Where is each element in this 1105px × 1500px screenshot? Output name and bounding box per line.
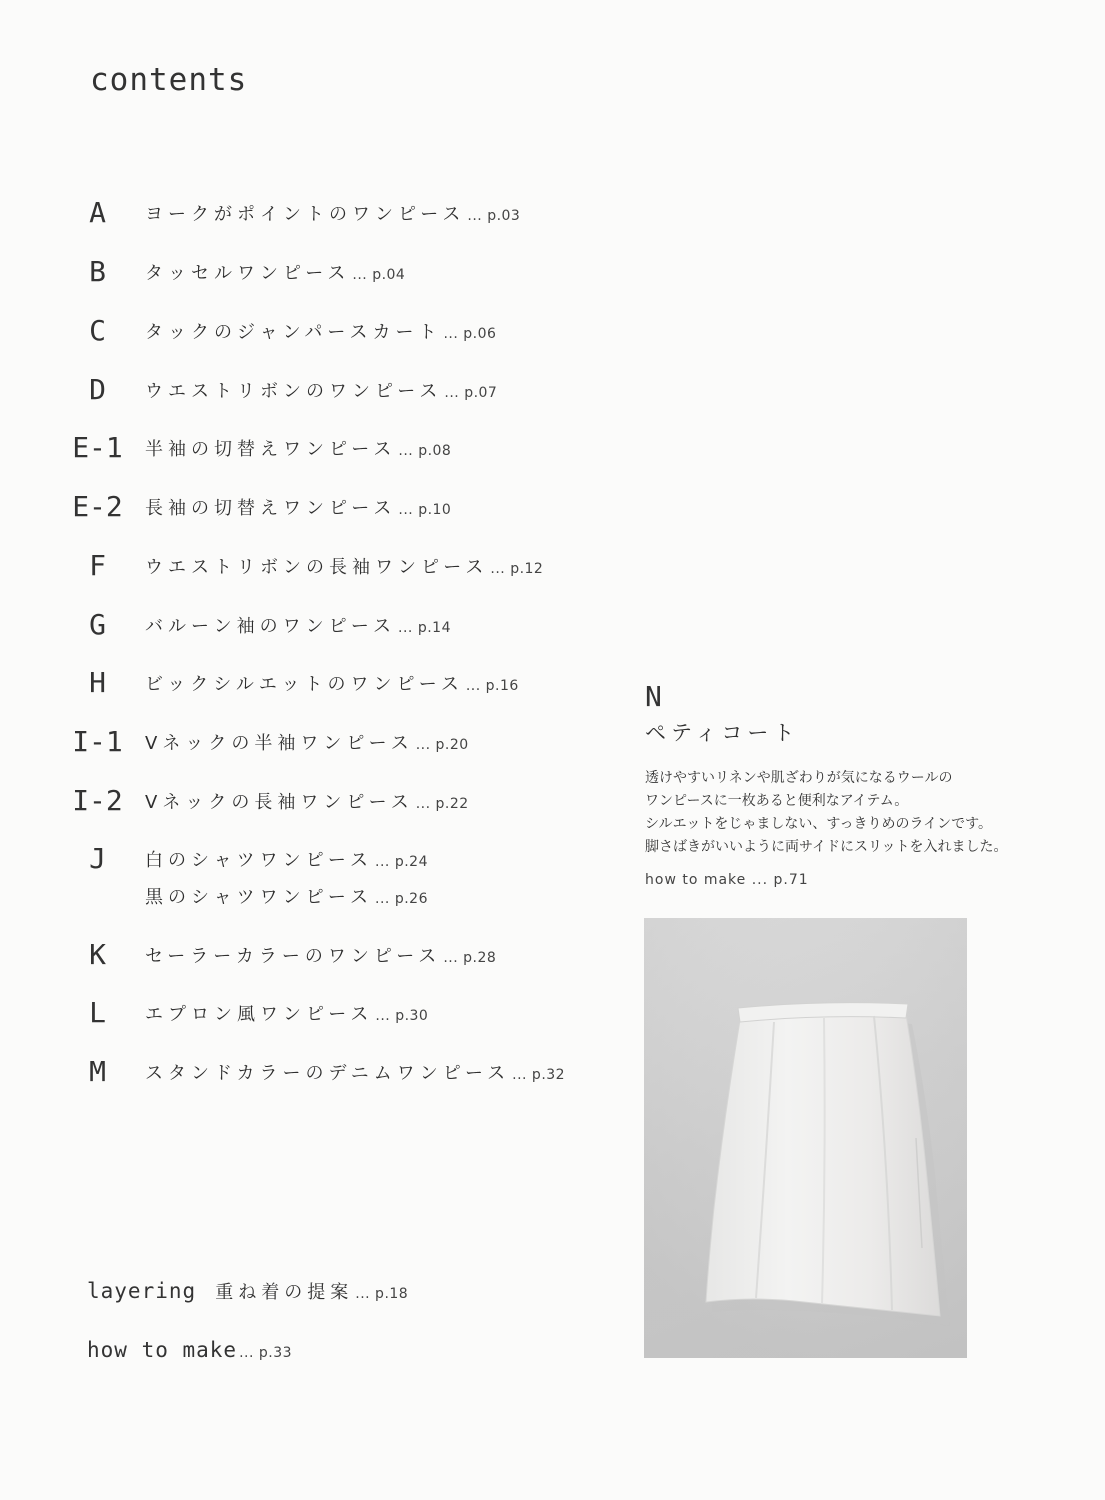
featured-title: ペティコート xyxy=(645,721,800,745)
toc-page: ... p.32 xyxy=(512,1067,566,1083)
toc-page: ... p.30 xyxy=(375,1008,429,1024)
toc-title: エプロン風ワンピース xyxy=(145,1004,374,1025)
toc-letter: I-2 xyxy=(72,784,123,817)
toc-page: ... p.22 xyxy=(415,796,469,812)
description-line: 透けやすいリネンや肌ざわりが気になるウールの xyxy=(645,770,953,786)
toc-letter: B xyxy=(89,255,106,288)
toc-letter: A xyxy=(89,196,106,229)
toc-page: ... p.08 xyxy=(398,443,452,459)
toc-title: 半袖の切替えワンピース xyxy=(145,439,397,460)
layering-label: layering xyxy=(87,1279,197,1303)
toc-letter: I-1 xyxy=(72,725,123,758)
toc-page: ... p.03 xyxy=(467,208,521,224)
toc-title: バルーン袖のワンピース xyxy=(145,616,397,637)
toc-title: Vネックの半袖ワンピース xyxy=(145,733,414,754)
toc-letter: E-1 xyxy=(72,431,123,464)
toc-page: ... p.28 xyxy=(443,950,497,966)
toc-letter: D xyxy=(89,373,106,406)
featured-item xyxy=(645,680,799,747)
petticoat-illustration xyxy=(644,918,967,1358)
toc-letter: E-2 xyxy=(72,490,123,523)
toc-letter: C xyxy=(89,314,106,347)
toc-page: ... p.16 xyxy=(465,678,519,694)
how-to-make-label: how to make xyxy=(87,1338,238,1362)
toc-letter: G xyxy=(89,608,106,641)
toc-title-secondary: 黒のシャツワンピース xyxy=(145,887,374,908)
description-line: 脚さばきがいいように両サイドにスリットを入れました。 xyxy=(645,839,1008,855)
toc-title: 白のシャツワンピース xyxy=(145,850,374,871)
toc-page: ... p.04 xyxy=(352,267,406,283)
petticoat-photo xyxy=(644,918,967,1358)
description-line: ワンピースに一枚あると便利なアイテム。 xyxy=(645,793,909,809)
toc-letter: J xyxy=(89,842,106,875)
toc-title: ビックシルエットのワンピース xyxy=(145,674,464,695)
featured-description xyxy=(645,767,1065,859)
toc-title: ヨークがポイントのワンピース xyxy=(145,204,466,225)
toc-title: 長袖の切替えワンピース xyxy=(145,498,397,519)
toc-letter: L xyxy=(89,996,106,1029)
toc-page: ... p.24 xyxy=(375,854,428,870)
toc-page: ... p.07 xyxy=(444,385,498,401)
toc-page: ... p.12 xyxy=(490,561,544,577)
how-to-make-entry[interactable] xyxy=(87,1338,292,1362)
toc-title: タックのジャンパースカート xyxy=(145,322,442,343)
toc-page-secondary: ... p.26 xyxy=(375,891,428,907)
toc-title: セーラーカラーのワンピース xyxy=(145,946,442,967)
description-line: シルエットをじゃましない、すっきりめのラインです。 xyxy=(645,816,992,832)
featured-how-to-make[interactable]: how to make ... p.71 xyxy=(645,872,809,888)
layering-title: 重ね着の提案 xyxy=(215,1282,354,1303)
toc-title: Vネックの長袖ワンピース xyxy=(145,792,414,813)
toc-title: スタンドカラーのデニムワンピース xyxy=(145,1063,511,1084)
toc-letter: H xyxy=(89,666,106,699)
layering-entry[interactable] xyxy=(87,1278,408,1304)
toc-letter: M xyxy=(89,1055,106,1088)
toc-page: ... p.20 xyxy=(415,737,469,753)
toc-letter: F xyxy=(89,549,106,582)
toc-page: ... p.10 xyxy=(398,502,452,518)
how-to-make-page: ... p.33 xyxy=(239,1345,293,1361)
toc-page: ... p.06 xyxy=(443,326,497,342)
toc-title: タッセルワンピース xyxy=(145,263,351,284)
toc-letter: K xyxy=(89,938,106,971)
page-title: contents xyxy=(90,62,248,98)
toc-title: ウエストリボンのワンピース xyxy=(145,381,443,402)
toc-title: ウエストリボンの長袖ワンピース xyxy=(145,557,489,578)
layering-page: ... p.18 xyxy=(355,1286,409,1302)
toc-page: ... p.14 xyxy=(398,620,451,636)
featured-letter: N xyxy=(645,680,662,713)
